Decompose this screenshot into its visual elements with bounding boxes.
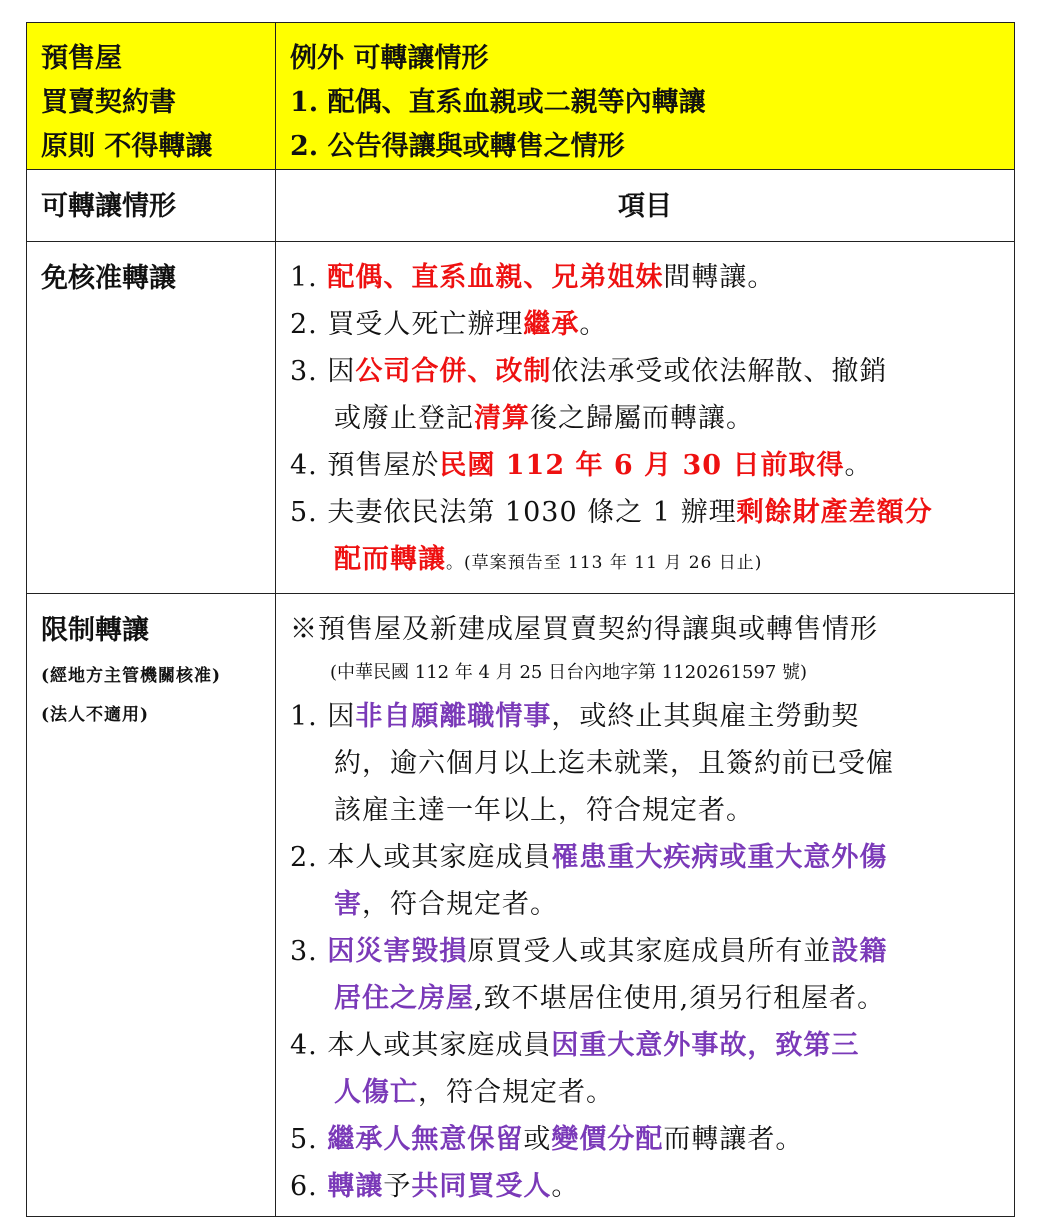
- section-restricted-note-corporate: (法人不適用): [41, 705, 150, 725]
- item-text: 或: [523, 1124, 552, 1155]
- item-note: 。(草案預告至 113 年 11 月 26 日止): [446, 553, 763, 573]
- item-text: 本人或其家庭成員: [327, 842, 552, 873]
- list-item: [290, 693, 1014, 740]
- item-text: 。: [844, 450, 873, 481]
- item-highlight: 設籍: [831, 936, 888, 967]
- section-restricted-note-approval: (經地方主管機關核准): [41, 666, 222, 686]
- section-exempt-label: 免核准轉讓: [41, 263, 176, 294]
- item-text: 買受人死亡辦理: [327, 309, 524, 340]
- item-highlight: 清算: [474, 403, 530, 434]
- item-number: 2.: [290, 842, 328, 873]
- item-text: 予: [383, 1171, 412, 1202]
- list-item: [290, 301, 1014, 348]
- item-number: 2.: [290, 309, 328, 340]
- item-highlight: 轉讓: [327, 1171, 384, 1202]
- item-text: 。: [551, 1171, 580, 1202]
- item-number: 1.: [290, 701, 328, 732]
- item-number: 3.: [290, 356, 328, 387]
- item-highlight: 公司合併、改制: [355, 356, 552, 387]
- subheader-left: 可轉讓情形: [27, 170, 276, 242]
- item-text: 因: [327, 356, 356, 387]
- item-text: 後之歸屬而轉讓。: [530, 403, 754, 434]
- section-exempt-label-cell: [27, 242, 276, 594]
- item-highlight: 非自願離職情事: [355, 701, 552, 732]
- subheader-row: [27, 170, 1015, 242]
- item-number: 3.: [290, 936, 328, 967]
- item-text: 依法承受或依法解散、撤銷: [551, 356, 888, 387]
- item-text: 本人或其家庭成員: [327, 1030, 552, 1061]
- header-left-line-2: 買賣契約書: [41, 87, 176, 118]
- list-item-continuation: [290, 395, 1014, 442]
- list-item: [290, 1163, 1014, 1210]
- item-text: 或廢止登記: [334, 403, 474, 434]
- item-highlight: 民國 112 年 6 月 30 日前取得: [439, 450, 845, 481]
- subheader-right: 項目: [276, 170, 1015, 242]
- list-item-continuation: [290, 1069, 1014, 1116]
- header-left-line-1: 預售屋: [41, 43, 122, 74]
- item-highlight: 害: [334, 889, 362, 920]
- item-text: ，或終止其與雇主勞動契: [551, 701, 860, 732]
- item-text: 預售屋於: [327, 450, 440, 481]
- item-number: 5.: [290, 1124, 328, 1155]
- item-text: 而轉讓者。: [663, 1124, 804, 1155]
- intro-text: ※預售屋及新建成屋買賣契約得讓與或轉售情形: [290, 614, 878, 645]
- list-item-continuation: 該雇主達一年以上，符合規定者。: [334, 795, 754, 826]
- header-right-line-2: 1. 配偶、直系血親或二親等內轉讓: [290, 87, 706, 118]
- header-row: [27, 23, 1015, 170]
- intro-reference-note: (中華民國 112 年 4 月 25 日台內地字第 1120261597 號): [330, 662, 808, 683]
- item-highlight: 配而轉讓: [334, 544, 446, 575]
- list-item: [290, 348, 1014, 395]
- item-highlight: 繼承: [523, 309, 580, 340]
- item-highlight: 繼承人無意保留: [327, 1124, 524, 1155]
- item-highlight: 人傷亡: [334, 1077, 418, 1108]
- section-exempt-row: [27, 242, 1015, 594]
- item-text: 間轉讓。: [663, 262, 776, 293]
- item-highlight: 剩餘財產差額分: [736, 497, 933, 528]
- section-exempt-items-cell: [276, 242, 1015, 594]
- header-left-line-3: 原則 不得轉讓: [41, 131, 213, 162]
- list-item: [290, 928, 1014, 975]
- item-number: 5.: [290, 497, 328, 528]
- item-text: ,致不堪居住使用,須另行租屋者。: [474, 983, 886, 1014]
- item-highlight: 居住之房屋: [334, 983, 474, 1014]
- item-number: 6.: [290, 1171, 328, 1202]
- item-highlight: 罹患重大疾病或重大意外傷: [551, 842, 888, 873]
- list-item: [290, 442, 1014, 489]
- list-item: [290, 254, 1014, 301]
- item-number: 4.: [290, 1030, 328, 1061]
- transfer-table-container: [26, 22, 1014, 1217]
- list-item-continuation: [290, 536, 1014, 587]
- section-restricted-items-cell: [276, 594, 1015, 1217]
- item-number: 1.: [290, 262, 328, 293]
- list-item-continuation: 約，逾六個月以上迄未就業，且簽約前已受僱: [334, 748, 894, 779]
- list-item: [290, 1022, 1014, 1069]
- item-number: 4.: [290, 450, 328, 481]
- section-restricted-row: [27, 594, 1015, 1217]
- list-item: [290, 489, 1014, 536]
- list-item: [290, 834, 1014, 881]
- list-item-continuation: [290, 881, 1014, 928]
- presale-transfer-table: [26, 22, 1015, 1217]
- section-restricted-label: 限制轉讓: [41, 615, 149, 646]
- item-text: ，符合規定者。: [418, 1077, 614, 1108]
- list-item-continuation: [290, 975, 1014, 1022]
- item-text: 。: [579, 309, 608, 340]
- list-item: [290, 1116, 1014, 1163]
- item-highlight: 變價分配: [551, 1124, 664, 1155]
- item-text: 夫妻依民法第 1030 條之 1 辦理: [327, 497, 737, 528]
- item-highlight: 共同買受人: [411, 1171, 552, 1202]
- item-text: ，符合規定者。: [362, 889, 558, 920]
- header-right-cell: [276, 23, 1015, 170]
- item-highlight: 配偶、直系血親、兄弟姐妹: [327, 262, 664, 293]
- item-text: 原買受人或其家庭成員所有並: [467, 936, 832, 967]
- header-right-line-1: 例外 可轉讓情形: [290, 43, 489, 74]
- item-highlight: 因重大意外事故，致第三: [551, 1030, 860, 1061]
- header-right-line-3: 2. 公告得讓與或轉售之情形: [290, 131, 625, 162]
- section-restricted-label-cell: [27, 594, 276, 1217]
- item-text: 因: [327, 701, 356, 732]
- item-highlight: 因災害毀損: [327, 936, 468, 967]
- header-left-cell: [27, 23, 276, 170]
